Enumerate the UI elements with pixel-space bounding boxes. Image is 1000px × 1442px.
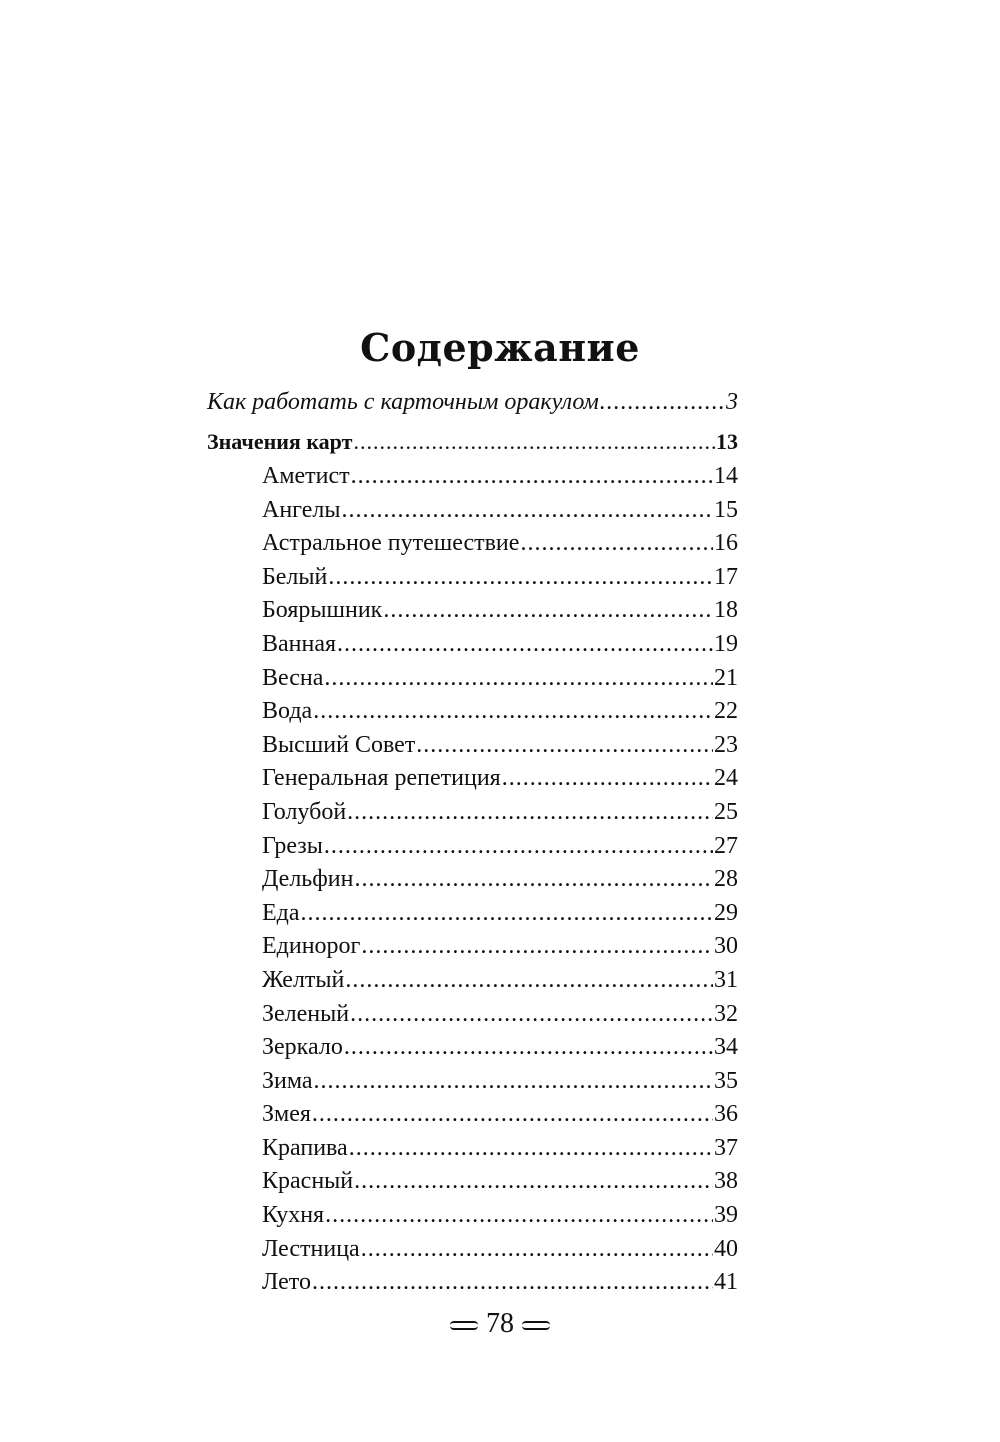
table-of-contents	[207, 389, 738, 1303]
dot-leader	[345, 967, 713, 994]
dot-leader	[337, 631, 713, 658]
dot-leader	[312, 1269, 713, 1296]
dot-leader	[349, 1135, 713, 1162]
toc-entry-row[interactable]	[207, 698, 738, 732]
toc-entry-page: 31	[714, 966, 738, 993]
page-title: Содержание	[360, 325, 640, 371]
toc-entry-row[interactable]	[207, 1236, 738, 1270]
toc-entry-label: Лестница	[262, 1235, 360, 1262]
toc-entry-page: 38	[714, 1168, 738, 1195]
toc-entry-label: Еда	[262, 899, 300, 926]
dot-leader	[353, 429, 715, 455]
toc-entry-label: Змея	[262, 1101, 311, 1128]
dot-leader	[520, 530, 713, 557]
dot-leader	[350, 1001, 713, 1028]
toc-entry-row[interactable]	[207, 967, 738, 1001]
toc-entry-label: Единорог	[262, 933, 361, 960]
toc-entry-page: 32	[714, 1000, 738, 1027]
toc-entry-page: 30	[714, 933, 738, 960]
toc-entry-row[interactable]	[207, 597, 738, 631]
dot-leader	[361, 1236, 713, 1263]
toc-entry-page: 16	[714, 530, 738, 557]
toc-entry-page: 25	[714, 798, 738, 825]
toc-entry-label: Белый	[262, 563, 328, 590]
toc-entry-label: Как работать с карточным оракулом	[207, 389, 599, 415]
toc-entry-label: Крапива	[262, 1134, 348, 1161]
toc-entry-row[interactable]	[207, 1168, 738, 1202]
dot-leader	[312, 1101, 713, 1128]
toc-entry-list	[207, 463, 738, 1303]
dot-leader	[325, 1202, 713, 1229]
toc-entry-row[interactable]	[207, 665, 738, 699]
dot-leader	[301, 900, 713, 927]
toc-entry-label: Желтый	[262, 966, 345, 993]
dot-leader	[354, 1168, 713, 1195]
dot-leader	[324, 833, 713, 860]
toc-entry-row[interactable]	[207, 833, 738, 867]
toc-entry-row[interactable]	[207, 631, 738, 665]
toc-entry-page: 35	[714, 1067, 738, 1094]
toc-entry-label: Кухня	[262, 1202, 325, 1229]
dot-leader	[313, 698, 713, 725]
toc-entry-label: Грезы	[262, 832, 323, 859]
toc-entry-page: 23	[714, 731, 738, 758]
toc-entry-row[interactable]	[207, 765, 738, 799]
toc-entry-page: 3	[726, 389, 738, 415]
toc-entry-label: Ангелы	[262, 496, 341, 523]
toc-entry-label: Астральное путешествие	[262, 530, 520, 557]
toc-entry-page: 21	[714, 664, 738, 691]
toc-entry-row[interactable]	[207, 497, 738, 531]
dot-leader	[314, 1068, 713, 1095]
toc-entry-page: 41	[714, 1269, 738, 1296]
toc-entry-page: 14	[714, 463, 738, 489]
toc-entry-page: 19	[714, 630, 738, 657]
toc-entry-row[interactable]	[207, 1068, 738, 1102]
dot-leader	[328, 564, 713, 591]
toc-entry-label: Весна	[262, 664, 324, 691]
toc-entry-label: Генеральная репетиция	[262, 765, 501, 792]
page-number: 78	[486, 1308, 514, 1339]
toc-entry-label: Зима	[262, 1067, 313, 1094]
toc-entry-label: Ванная	[262, 630, 337, 657]
toc-entry-row[interactable]	[207, 1001, 738, 1035]
toc-entry-label: Зеркало	[262, 1034, 343, 1061]
dot-leader	[600, 389, 725, 416]
toc-entry-row[interactable]	[207, 1101, 738, 1135]
toc-entry-row[interactable]	[207, 1269, 738, 1303]
toc-entry-row[interactable]	[207, 1135, 738, 1169]
page-footer	[0, 1308, 1000, 1340]
toc-entry-page: 40	[714, 1235, 738, 1262]
toc-entry-row[interactable]	[207, 530, 738, 564]
toc-entry-label: Аметист	[262, 463, 350, 489]
dot-leader	[341, 497, 713, 524]
dot-leader	[383, 597, 713, 624]
toc-entry-label: Красный	[262, 1168, 354, 1195]
toc-entry-page: 27	[714, 832, 738, 859]
toc-entry-row[interactable]	[207, 732, 738, 766]
toc-entry-row[interactable]	[207, 799, 738, 833]
toc-entry-label: Высший Совет	[262, 731, 416, 758]
toc-entry-page: 39	[714, 1202, 738, 1229]
ornament-right-icon	[522, 1320, 550, 1328]
toc-entry-label: Голубой	[262, 798, 347, 825]
toc-entry-page: 29	[714, 899, 738, 926]
toc-entry-label: Вода	[262, 698, 313, 725]
toc-entry-page: 37	[714, 1134, 738, 1161]
toc-entry-page: 36	[714, 1101, 738, 1128]
toc-entry-page: 18	[714, 597, 738, 624]
toc-entry-label: Лето	[262, 1269, 311, 1296]
dot-leader	[502, 765, 713, 792]
toc-entry-label: Боярышник	[262, 597, 383, 624]
toc-entry-page: 34	[714, 1034, 738, 1061]
dot-leader	[344, 1034, 713, 1061]
dot-leader	[361, 933, 713, 960]
toc-entry-row[interactable]	[207, 933, 738, 967]
toc-section-page: 13	[716, 429, 738, 454]
dot-leader	[351, 463, 713, 490]
toc-entry-label: Дельфин	[262, 866, 354, 893]
toc-entry-label: Зеленый	[262, 1000, 350, 1027]
toc-entry-row[interactable]	[207, 463, 738, 497]
toc-entry-page: 17	[714, 563, 738, 590]
toc-intro-row[interactable]	[207, 389, 738, 429]
dot-leader	[347, 799, 713, 826]
toc-entry-row[interactable]	[207, 1034, 738, 1068]
toc-entry-page: 24	[714, 765, 738, 792]
toc-entry-page: 22	[714, 698, 738, 725]
toc-entry-row[interactable]	[207, 564, 738, 598]
toc-entry-page: 28	[714, 866, 738, 893]
dot-leader	[354, 866, 713, 893]
toc-entry-row[interactable]	[207, 900, 738, 934]
dot-leader	[416, 732, 713, 759]
toc-section-label: Значения карт	[207, 429, 353, 454]
dot-leader	[324, 665, 713, 692]
toc-entry-row[interactable]	[207, 866, 738, 900]
toc-entry-row[interactable]	[207, 1202, 738, 1236]
toc-section-row[interactable]	[207, 429, 738, 463]
ornament-left-icon	[450, 1320, 478, 1328]
toc-entry-page: 15	[714, 496, 738, 523]
